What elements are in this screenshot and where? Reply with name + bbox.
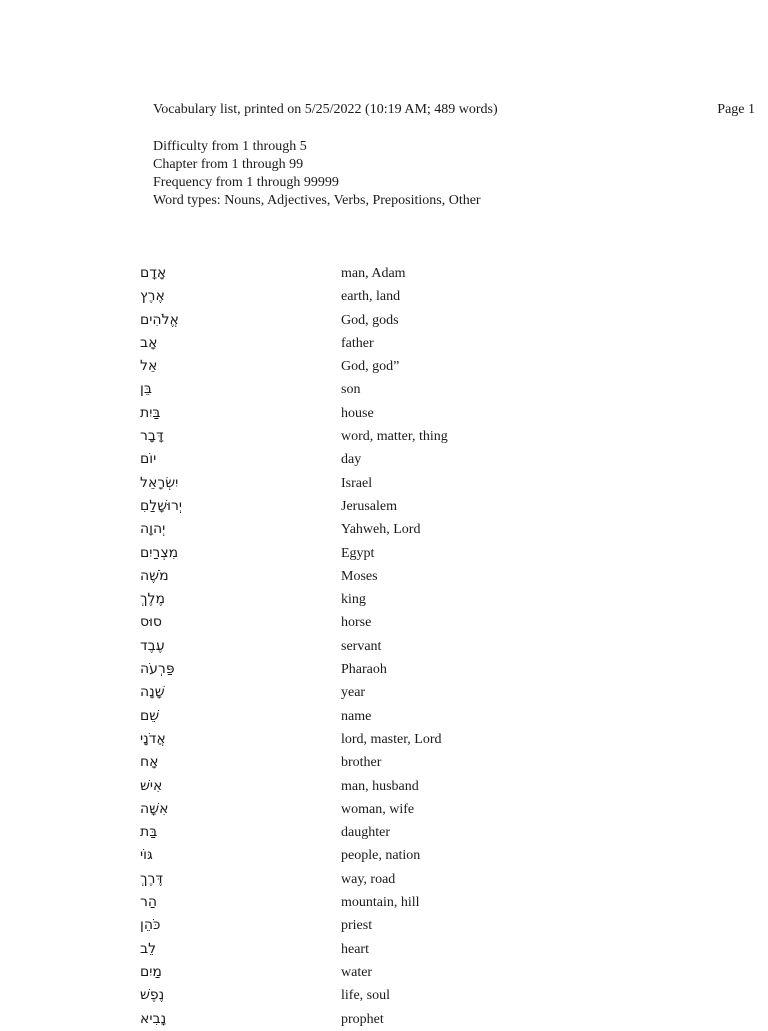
english-gloss: earth, land: [341, 289, 401, 305]
hebrew-word: יְהוָה: [140, 521, 166, 538]
vocab-row: [140, 914, 620, 937]
hebrew-word: בֵּן: [140, 381, 152, 398]
hebrew-word: אָב: [140, 334, 158, 351]
english-gloss: day: [341, 452, 362, 468]
english-gloss: man, husband: [341, 778, 419, 794]
vocab-row: [140, 425, 620, 448]
filter-difficulty: Difficulty from 1 through 5: [153, 139, 307, 154]
english-gloss: daughter: [341, 825, 390, 841]
hebrew-word: פַּרְעֹה: [140, 661, 175, 678]
hebrew-word: יְרוּשָׁלַםִ: [140, 497, 183, 514]
english-gloss: God, gods: [341, 312, 399, 328]
english-gloss: Yahweh, Lord: [341, 522, 421, 538]
page-header: [153, 102, 755, 122]
vocabulary-list: [140, 262, 620, 1031]
english-gloss: name: [341, 708, 372, 724]
hebrew-word: נָבִיא: [140, 1010, 167, 1027]
hebrew-word: מִצְרַיִם: [140, 544, 179, 561]
vocab-row: [140, 448, 620, 471]
vocab-row: [140, 984, 620, 1007]
vocab-row: [140, 821, 620, 844]
hebrew-word: אִשָּׁה: [140, 800, 169, 817]
filter-chapter: Chapter from 1 through 99: [153, 157, 304, 172]
hebrew-word: הַר: [140, 894, 158, 911]
english-gloss: water: [341, 964, 373, 980]
hebrew-word: אָדָם: [140, 265, 167, 281]
filter-word-types: Word types: Nouns, Adjectives, Verbs, Prepositions, Other: [153, 193, 481, 208]
vocab-row: [140, 495, 620, 518]
vocab-row: [140, 798, 620, 821]
english-gloss: house: [341, 405, 374, 421]
vocab-row: [140, 705, 620, 728]
filter-summary: [153, 138, 481, 210]
hebrew-word: אֶרֶץ: [140, 288, 165, 305]
vocab-row: [140, 402, 620, 425]
hebrew-word: עֶבֶד: [140, 637, 165, 654]
filter-frequency: Frequency from 1 through 99999: [153, 175, 339, 190]
english-gloss: God, god”: [341, 359, 400, 375]
english-gloss: people, nation: [341, 848, 421, 864]
english-gloss: Moses: [341, 568, 378, 584]
english-gloss: Egypt: [341, 545, 375, 561]
vocab-row: [140, 262, 620, 285]
vocab-row: [140, 309, 620, 332]
english-gloss: woman, wife: [341, 801, 415, 817]
hebrew-word: יוֹם: [140, 451, 157, 468]
english-gloss: heart: [341, 941, 369, 957]
vocab-row: [140, 751, 620, 774]
hebrew-word: אֵל: [140, 358, 158, 375]
hebrew-word: מַיִם: [140, 963, 162, 980]
english-gloss: Israel: [341, 475, 373, 491]
english-gloss: lord, master, Lord: [341, 731, 442, 747]
vocab-row: [140, 635, 620, 658]
hebrew-word: מֶלֶךְ: [140, 591, 165, 608]
vocab-row: [140, 332, 620, 355]
hebrew-word: אִישׁ: [140, 777, 163, 794]
vocab-row: [140, 285, 620, 308]
english-gloss: life, soul: [341, 988, 390, 1004]
hebrew-word: בַּיִת: [140, 404, 161, 421]
vocab-row: [140, 658, 620, 681]
hebrew-word: בַּת: [140, 824, 158, 841]
english-gloss: mountain, hill: [341, 895, 420, 911]
english-gloss: year: [341, 685, 366, 701]
english-gloss: brother: [341, 755, 382, 771]
english-gloss: prophet: [341, 1011, 384, 1027]
english-gloss: servant: [341, 638, 382, 654]
vocab-row: [140, 938, 620, 961]
english-gloss: father: [341, 335, 374, 351]
hebrew-word: סוּס: [140, 614, 162, 631]
hebrew-word: אָח: [140, 754, 159, 771]
english-gloss: horse: [341, 615, 372, 631]
vocab-row: [140, 588, 620, 611]
hebrew-word: שֵׁם: [140, 707, 160, 724]
english-gloss: king: [341, 592, 366, 608]
document-title: Vocabulary list, printed on 5/25/2022 (10:19 AM; 489 words): [153, 102, 498, 117]
english-gloss: way, road: [341, 871, 396, 887]
hebrew-word: דֶּרֶךְ: [140, 870, 164, 887]
english-gloss: son: [341, 382, 361, 398]
vocab-row: [140, 611, 620, 634]
hebrew-word: אֲדֹנָי: [140, 730, 166, 747]
hebrew-word: מֹשֶׁה: [140, 567, 169, 584]
hebrew-word: יִשְׂרָאֵל: [140, 474, 179, 491]
hebrew-word: שָׁנָה: [140, 684, 165, 701]
english-gloss: man, Adam: [341, 266, 406, 281]
vocab-row: [140, 565, 620, 588]
hebrew-word: נֶפֶשׁ: [140, 987, 165, 1004]
english-gloss: priest: [341, 918, 373, 934]
hebrew-word: לֵב: [140, 940, 157, 957]
page-number: Page 1: [717, 102, 755, 117]
hebrew-word: כֹּהֵן: [140, 917, 161, 934]
vocab-row: [140, 355, 620, 378]
vocab-row: [140, 961, 620, 984]
english-gloss: Pharaoh: [341, 662, 387, 678]
vocab-row: [140, 542, 620, 565]
vocab-row: [140, 844, 620, 867]
vocab-row: [140, 378, 620, 401]
english-gloss: Jerusalem: [341, 498, 397, 514]
vocab-row: [140, 775, 620, 798]
hebrew-word: דָּבָר: [140, 428, 164, 445]
vocab-row: [140, 472, 620, 495]
english-gloss: word, matter, thing: [341, 429, 448, 445]
vocab-row: [140, 891, 620, 914]
hebrew-word: אֱלֹהִים: [140, 311, 179, 328]
vocab-row: [140, 728, 620, 751]
vocab-row: [140, 681, 620, 704]
vocab-row: [140, 1008, 620, 1031]
hebrew-word: גּוֹי: [140, 847, 153, 864]
vocab-row: [140, 518, 620, 541]
vocab-row: [140, 868, 620, 891]
